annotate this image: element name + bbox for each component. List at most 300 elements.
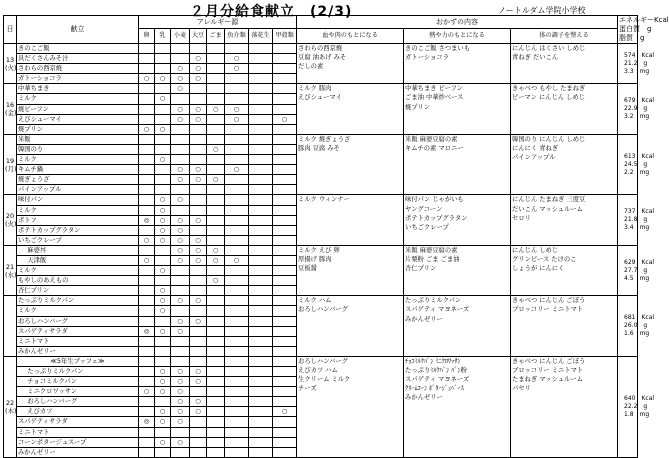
page-title: ２月分給食献立 (2/3) <box>190 4 353 20</box>
fat-value: 1.6 mg <box>624 330 650 338</box>
allergen-mark <box>225 205 249 215</box>
allergen-mark <box>155 64 171 74</box>
allergen-mark <box>249 286 273 296</box>
allergen-mark: ○ <box>207 245 225 255</box>
contents-red <box>297 195 404 245</box>
allergen-mark: ○ <box>139 255 155 265</box>
contents-line: ミルク えび 卵 <box>298 246 340 254</box>
col-red: 血や肉のもとになる <box>297 29 404 44</box>
allergen-mark: ○ <box>171 215 190 225</box>
allergen-mark <box>171 144 190 154</box>
contents-line: たまねぎ マッシュルーム <box>512 376 583 384</box>
protein-value: 21.2 g <box>624 59 648 67</box>
allergen-mark <box>225 296 249 306</box>
nutrition-header-protein: 蛋白質 g <box>619 25 652 33</box>
allergen-mark <box>171 44 190 54</box>
allergen-mark: ○ <box>139 124 155 134</box>
allergen-mark: ○ <box>171 387 190 397</box>
allergen-mark <box>139 427 155 437</box>
allergen-mark <box>155 104 171 114</box>
day-cell <box>4 245 17 295</box>
menu-item-name: ミルク <box>17 306 139 316</box>
energy-value: 640 Kcal <box>624 394 655 402</box>
allergen-mark <box>171 155 190 165</box>
nutrition-cell <box>618 296 655 357</box>
contents-line: にんじん たまねぎ 三度豆 <box>512 196 586 204</box>
allergen-mark <box>139 195 155 205</box>
allergen-mark: ○ <box>171 296 190 306</box>
allergen-mark <box>171 94 190 104</box>
allergen-mark <box>249 276 273 286</box>
allergen-mark: ○ <box>190 54 207 64</box>
contents-line: にんじん しめじ <box>512 246 559 254</box>
menu-item-name: えびシューマイ <box>17 114 139 124</box>
allergen-mark <box>207 195 225 205</box>
menu-item-name: ミニクロワッサン <box>17 387 139 397</box>
allergen-mark <box>190 447 207 457</box>
allergen-mark <box>249 54 273 64</box>
menu-item-name: もやしのあえもの <box>17 276 139 286</box>
allergen-mark: ○ <box>190 316 207 326</box>
menu-row <box>4 84 638 94</box>
allergen-mark <box>190 266 207 276</box>
allergen-mark <box>171 306 190 316</box>
allergen-mark <box>207 205 225 215</box>
contents-line: にんじん はくさい しめじ <box>512 45 586 52</box>
allergen-mark: ○ <box>273 114 297 124</box>
allergen-mark <box>273 447 297 457</box>
nutrition-cell <box>618 195 655 245</box>
contents-yellow <box>404 134 511 195</box>
contents-line: だしの素 <box>298 63 324 71</box>
allergen-mark <box>225 377 249 387</box>
allergen-mark <box>171 266 190 276</box>
day-number: 20 <box>5 212 15 221</box>
allergen-mark <box>207 64 225 74</box>
contents-line: 焼プリン <box>405 103 430 111</box>
menu-item-name: 天津飯 <box>17 255 139 265</box>
energy-value: 629 Kcal <box>624 258 655 266</box>
day-weekday: (火) <box>5 63 17 72</box>
allergen-mark <box>225 44 249 54</box>
contents-line: みかんゼリー <box>405 315 443 323</box>
allergen-mark: ○ <box>171 255 190 265</box>
allergen-mark: ○ <box>155 74 171 84</box>
allergen-mark <box>207 367 225 377</box>
contents-line: いちごクレープ <box>405 223 449 231</box>
allergen-mark <box>249 225 273 235</box>
allergen-mark <box>225 225 249 235</box>
protein-value: 27.7 g <box>624 266 648 274</box>
allergen-mark <box>249 185 273 195</box>
contents-line: ミルク ハム <box>298 297 332 305</box>
allergen-mark <box>155 447 171 457</box>
allergen-mark <box>190 346 207 356</box>
menu-item-name: ミルク <box>17 94 139 104</box>
allergen-mark <box>139 205 155 215</box>
contents-yellow <box>404 356 511 457</box>
fat-value: 1.8 mg <box>624 410 650 418</box>
allergen-mark <box>273 316 297 326</box>
allergen-mark: ○ <box>190 215 207 225</box>
allergen-mark <box>139 397 155 407</box>
allergen-mark <box>190 417 207 427</box>
contents-line: スパゲティ マヨネーズ <box>405 306 470 314</box>
menu-item-name: ポテトカップグラタン <box>17 225 139 235</box>
allergen-mark <box>225 84 249 94</box>
allergen-mark <box>249 437 273 447</box>
allergen-mark <box>190 134 207 144</box>
allergen-mark <box>225 235 249 245</box>
allergen-mark <box>139 377 155 387</box>
allergen-mark: ○ <box>225 114 249 124</box>
fat-value: 3.4 mg <box>624 224 650 232</box>
nutrition-cell <box>618 84 655 134</box>
allergen-mark <box>207 54 225 64</box>
allergen-mark <box>225 276 249 286</box>
allergen-mark <box>139 296 155 306</box>
allergen-mark <box>139 266 155 276</box>
allergen-mark: ○ <box>225 64 249 74</box>
allergen-mark <box>225 387 249 397</box>
allergen-mark <box>190 356 207 366</box>
contents-line: えびシューマイ <box>298 94 342 102</box>
allergen-mark <box>155 54 171 64</box>
allergen-mark <box>273 235 297 245</box>
col-nutrition <box>618 16 669 44</box>
allergen-mark <box>139 44 155 54</box>
allergen-mark: ○ <box>207 104 225 114</box>
contents-line: たっぷりﾐﾙｸﾊﾟﾝ ﾊﾟﾝ粉 <box>405 367 467 374</box>
contents-green <box>511 44 618 84</box>
allergen-mark <box>225 134 249 144</box>
allergen-mark <box>225 427 249 437</box>
allergen-mark <box>155 336 171 346</box>
allergen-mark <box>207 235 225 245</box>
allergen-mark <box>171 185 190 195</box>
allergen-mark <box>273 427 297 437</box>
allergen-mark <box>225 245 249 255</box>
allergen-mark <box>273 94 297 104</box>
contents-green <box>511 134 618 195</box>
allergen-mark <box>225 286 249 296</box>
contents-yellow <box>404 245 511 295</box>
day-number: 16 <box>5 101 15 110</box>
contents-yellow <box>404 296 511 357</box>
menu-item-name: おろしハンバーグ <box>17 397 139 407</box>
col-contents-group: おかずの内容 <box>297 16 618 29</box>
allergen-mark <box>139 104 155 114</box>
allergen-mark <box>190 225 207 235</box>
contents-line: ブロッコリー ミニトマト <box>512 367 584 374</box>
day-cell <box>4 195 17 245</box>
allergen-mark <box>249 346 273 356</box>
allergen-mark <box>249 175 273 185</box>
menu-item-name: ミニトマト <box>17 427 139 437</box>
allergen-mark <box>273 84 297 94</box>
allergen-mark <box>207 417 225 427</box>
contents-line: グリンピース たけのこ <box>512 255 577 263</box>
contents-line: 青ねぎ だいこん <box>512 54 559 62</box>
allergen-mark: ○ <box>273 407 297 417</box>
day-cell <box>4 134 17 195</box>
contents-line: ガトーショコラ <box>405 54 449 62</box>
allergen-mark: ○ <box>225 54 249 64</box>
contents-line: ミルク 焼ぎょうざ <box>298 135 351 143</box>
contents-line: チーズ <box>298 385 317 393</box>
contents-line: 米飯 麻婆豆腐の素 <box>405 246 458 254</box>
contents-line: 豆板醤 <box>298 265 317 273</box>
allergen-mark <box>249 155 273 165</box>
allergen-mark <box>155 175 171 185</box>
contents-red <box>297 356 404 457</box>
allergen-mark: ○ <box>171 437 190 447</box>
allergen-mark <box>273 266 297 276</box>
allergen-mark <box>273 44 297 54</box>
allergen-mark <box>155 427 171 437</box>
allergen-mark <box>190 437 207 447</box>
allergen-mark: ○ <box>171 114 190 124</box>
allergen-mark: ○ <box>225 255 249 265</box>
energy-value: 613 Kcal <box>624 152 655 160</box>
nutrition-header-fat: 脂質 g <box>619 34 645 42</box>
menu-item-name: たっぷりミルクパン <box>17 367 139 377</box>
allergen-mark <box>155 114 171 124</box>
contents-green <box>511 296 618 357</box>
contents-line: 厚揚げ 豚肉 <box>298 255 332 263</box>
col-yellow: 熱や力のもとになる <box>404 29 511 44</box>
menu-row <box>4 44 638 54</box>
allergen-mark: ◎ <box>139 215 155 225</box>
allergen-mark: ○ <box>171 397 190 407</box>
allergen-mark <box>207 44 225 54</box>
allergen-mark <box>207 316 225 326</box>
allergen-mark <box>273 215 297 225</box>
menu-item-name: 韓国のり <box>17 144 139 154</box>
allergen-mark <box>155 356 171 366</box>
allergen-mark <box>171 205 190 215</box>
allergen-mark <box>273 397 297 407</box>
menu-item-name: おろしハンバーグ <box>17 316 139 326</box>
allergen-mark: ○ <box>171 64 190 74</box>
allergen-mark <box>190 326 207 336</box>
allergen-mark <box>249 124 273 134</box>
allergen-mark: ○ <box>190 165 207 175</box>
allergen-mark: ○ <box>190 104 207 114</box>
allergen-mark: ○ <box>171 84 190 94</box>
contents-line: ヤングコーン <box>405 205 443 213</box>
menu-item-name: スパゲティサラダ <box>17 417 139 427</box>
allergen-mark: ◎ <box>139 326 155 336</box>
allergen-mark <box>207 437 225 447</box>
fat-value: 4.5 mg <box>624 274 650 282</box>
allergen-mark <box>273 225 297 235</box>
allergen-mark <box>207 74 225 84</box>
day-weekday: (月) <box>5 164 17 173</box>
contents-line: 豚肉 豆腐 みそ <box>298 144 340 152</box>
allergen-mark <box>249 205 273 215</box>
nutrition-cell <box>618 245 655 295</box>
allergen-mark <box>225 407 249 417</box>
allergen-mark <box>155 346 171 356</box>
allergen-mark <box>139 447 155 457</box>
allergen-mark <box>249 165 273 175</box>
allergen-mark: ○ <box>171 104 190 114</box>
allergen-mark <box>249 316 273 326</box>
allergen-mark <box>225 316 249 326</box>
allergen-mark <box>207 225 225 235</box>
menu-row <box>4 195 638 205</box>
col-allergen: 魚介類 <box>225 29 249 44</box>
allergen-mark: ○ <box>155 417 171 427</box>
menu-item-name: たっぷりミルクパン <box>17 296 139 306</box>
contents-line: きゃべつ もやし たまねぎ <box>512 85 586 93</box>
allergen-mark <box>171 54 190 64</box>
col-allergen: ごま <box>207 29 225 44</box>
allergen-mark: ○ <box>155 286 171 296</box>
allergen-mark <box>225 155 249 165</box>
allergen-mark <box>171 124 190 134</box>
allergen-mark <box>249 306 273 316</box>
allergen-mark: ○ <box>155 306 171 316</box>
allergen-mark <box>190 427 207 437</box>
nutrition-cell <box>618 134 655 195</box>
allergen-mark: ○ <box>207 144 225 154</box>
allergen-mark <box>273 155 297 165</box>
menu-item-name: ≪5年生ブッフェ≫ <box>17 356 139 366</box>
allergen-mark <box>207 165 225 175</box>
allergen-mark <box>190 205 207 215</box>
day-weekday: (金) <box>5 109 17 118</box>
menu-item-name: 麻婆丼 <box>17 245 139 255</box>
allergen-mark <box>249 144 273 154</box>
allergen-mark <box>273 74 297 84</box>
col-allergen-group: アレルギー源 <box>139 16 297 29</box>
allergen-mark <box>249 427 273 437</box>
contents-yellow <box>404 84 511 134</box>
allergen-mark <box>190 84 207 94</box>
allergen-mark: ◎ <box>139 417 155 427</box>
allergen-mark: ○ <box>155 407 171 417</box>
contents-line: しょうが にんにく <box>512 265 565 273</box>
col-allergen: 乳 <box>155 29 171 44</box>
allergen-mark: ○ <box>171 367 190 377</box>
menu-item-name: 焼ビーフン <box>17 104 139 114</box>
contents-line: おろしハンバーグ <box>298 306 348 314</box>
allergen-mark <box>249 94 273 104</box>
allergen-mark: ○ <box>190 114 207 124</box>
allergen-mark <box>190 185 207 195</box>
allergen-mark <box>207 306 225 316</box>
allergen-mark: ○ <box>190 296 207 306</box>
allergen-mark <box>155 44 171 54</box>
allergen-mark <box>249 387 273 397</box>
contents-line: 豆腐 油あげ みそ <box>298 54 347 62</box>
menu-item-name: ミニトマト <box>17 336 139 346</box>
allergen-mark: ○ <box>155 437 171 447</box>
protein-value: 22.9 g <box>624 105 648 113</box>
col-day: 日 <box>4 16 17 44</box>
fat-value: 2.2 mg <box>624 168 650 176</box>
allergen-mark <box>273 144 297 154</box>
energy-value: 679 Kcal <box>624 97 655 105</box>
allergen-mark: ○ <box>190 64 207 74</box>
allergen-mark <box>171 346 190 356</box>
menu-item-name: パインアップル <box>17 185 139 195</box>
allergen-mark: ○ <box>190 235 207 245</box>
allergen-mark: ○ <box>155 235 171 245</box>
menu-item-name: きのこご飯 <box>17 44 139 54</box>
col-allergen: 落花生 <box>249 29 273 44</box>
allergen-mark <box>171 276 190 286</box>
allergen-mark <box>190 155 207 165</box>
allergen-mark <box>190 94 207 104</box>
allergen-mark <box>273 54 297 64</box>
allergen-mark <box>249 44 273 54</box>
contents-line: きゃべつ にんじん ごぼう <box>512 357 586 365</box>
contents-line: 米飯 麻婆豆腐の素 <box>405 135 458 143</box>
allergen-mark <box>155 245 171 255</box>
allergen-mark <box>249 266 273 276</box>
allergen-mark <box>273 104 297 114</box>
day-number: 19 <box>5 156 15 165</box>
allergen-mark <box>225 417 249 427</box>
allergen-mark: ○ <box>190 377 207 387</box>
allergen-mark <box>273 124 297 134</box>
contents-line: おろしハンバーグ <box>298 357 348 365</box>
menu-item-name: みかんゼリー <box>17 447 139 457</box>
allergen-mark: ○ <box>207 276 225 286</box>
allergen-mark <box>207 114 225 124</box>
allergen-mark <box>249 215 273 225</box>
allergen-mark <box>207 296 225 306</box>
allergen-mark <box>249 64 273 74</box>
allergen-mark <box>139 185 155 195</box>
allergen-mark <box>273 356 297 366</box>
allergen-mark <box>249 195 273 205</box>
menu-item-name: ミルク <box>17 155 139 165</box>
allergen-mark: ○ <box>155 377 171 387</box>
allergen-mark: ○ <box>171 165 190 175</box>
contents-line: 生クリーム ミルク <box>298 376 351 384</box>
contents-yellow <box>404 44 511 84</box>
allergen-mark <box>249 377 273 387</box>
allergen-mark <box>139 437 155 447</box>
allergen-mark: ○ <box>155 225 171 235</box>
allergen-mark <box>273 346 297 356</box>
allergen-mark: ○ <box>171 417 190 427</box>
allergen-mark <box>225 266 249 276</box>
allergen-mark <box>139 367 155 377</box>
col-allergen: 大豆 <box>190 29 207 44</box>
menu-item-name: 中華ちまき <box>17 84 139 94</box>
contents-line: ｸﾘｰﾑｺｰﾝ ﾎﾟﾀｰｼﾞｭﾍﾞｰｽ <box>405 385 464 393</box>
allergen-mark <box>273 336 297 346</box>
allergen-mark: ○ <box>207 255 225 265</box>
allergen-mark <box>190 195 207 205</box>
allergen-mark: ○ <box>190 175 207 185</box>
allergen-mark <box>190 286 207 296</box>
protein-value: 24.5 g <box>624 160 648 168</box>
allergen-mark: ○ <box>139 74 155 84</box>
allergen-mark <box>155 185 171 195</box>
allergen-mark: ○ <box>155 195 171 205</box>
allergen-mark: ○ <box>207 175 225 185</box>
allergen-mark <box>273 306 297 316</box>
allergen-mark <box>139 54 155 64</box>
menu-item-name: スパゲティサラダ <box>17 326 139 336</box>
allergen-mark <box>171 447 190 457</box>
